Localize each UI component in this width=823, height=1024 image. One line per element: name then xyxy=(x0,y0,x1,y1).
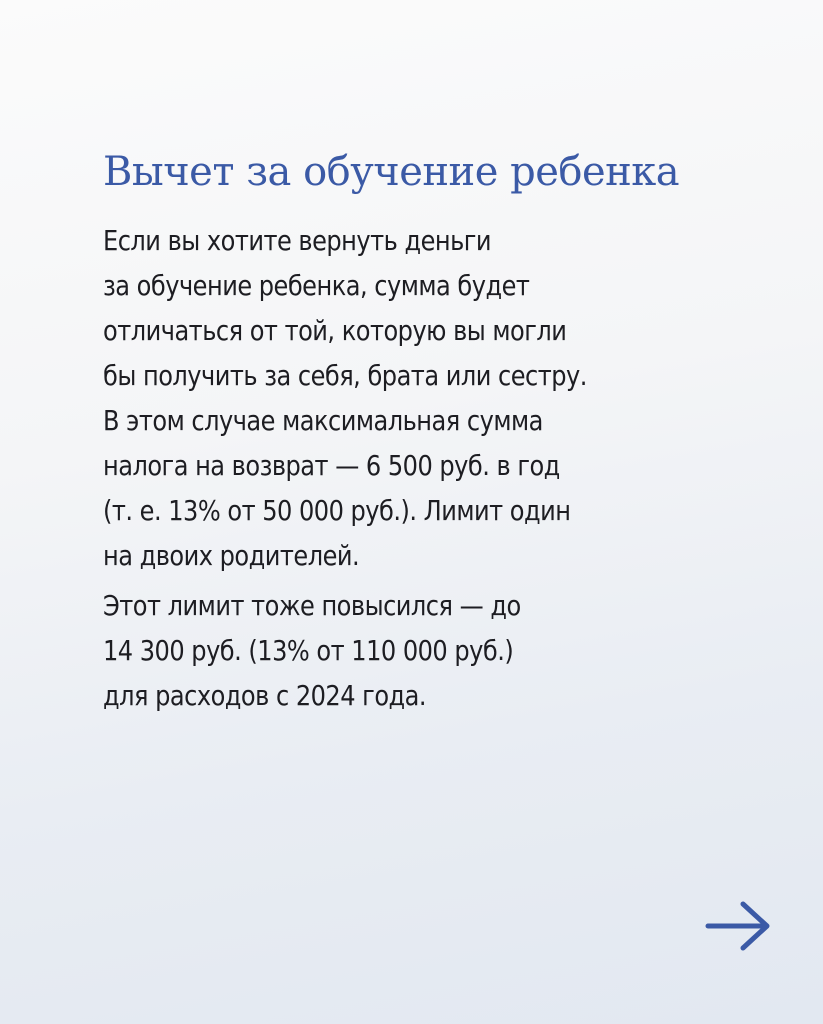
text-line: отличаться от той, которую вы могли xyxy=(103,314,567,347)
text-line: В этом случае максимальная сумма xyxy=(103,404,543,437)
text-line: бы получить за себя, брата или сестру. xyxy=(103,359,587,392)
text-line: налога на возврат — 6 500 руб. в год xyxy=(103,449,560,482)
text-line: за обучение ребенка, сумма будет xyxy=(103,269,530,302)
text-line: на двоих родителей. xyxy=(103,539,360,572)
text-line: для расходов с 2024 года. xyxy=(103,679,427,712)
slide-title: Вычет за обучение ребенка xyxy=(103,149,680,195)
text-line: (т. е. 13% от 50 000 руб.). Лимит один xyxy=(103,494,571,527)
text-line: Этот лимит тоже повысился — до xyxy=(103,589,521,622)
arrow-right-icon xyxy=(703,898,773,954)
paragraph-limit-increase xyxy=(103,583,671,718)
next-slide-button[interactable] xyxy=(703,898,773,954)
text-line: 14 300 руб. (13% от 110 000 руб.) xyxy=(103,634,514,667)
paragraph-deduction-description xyxy=(103,218,671,578)
text-line: Если вы хотите вернуть деньги xyxy=(103,224,492,257)
